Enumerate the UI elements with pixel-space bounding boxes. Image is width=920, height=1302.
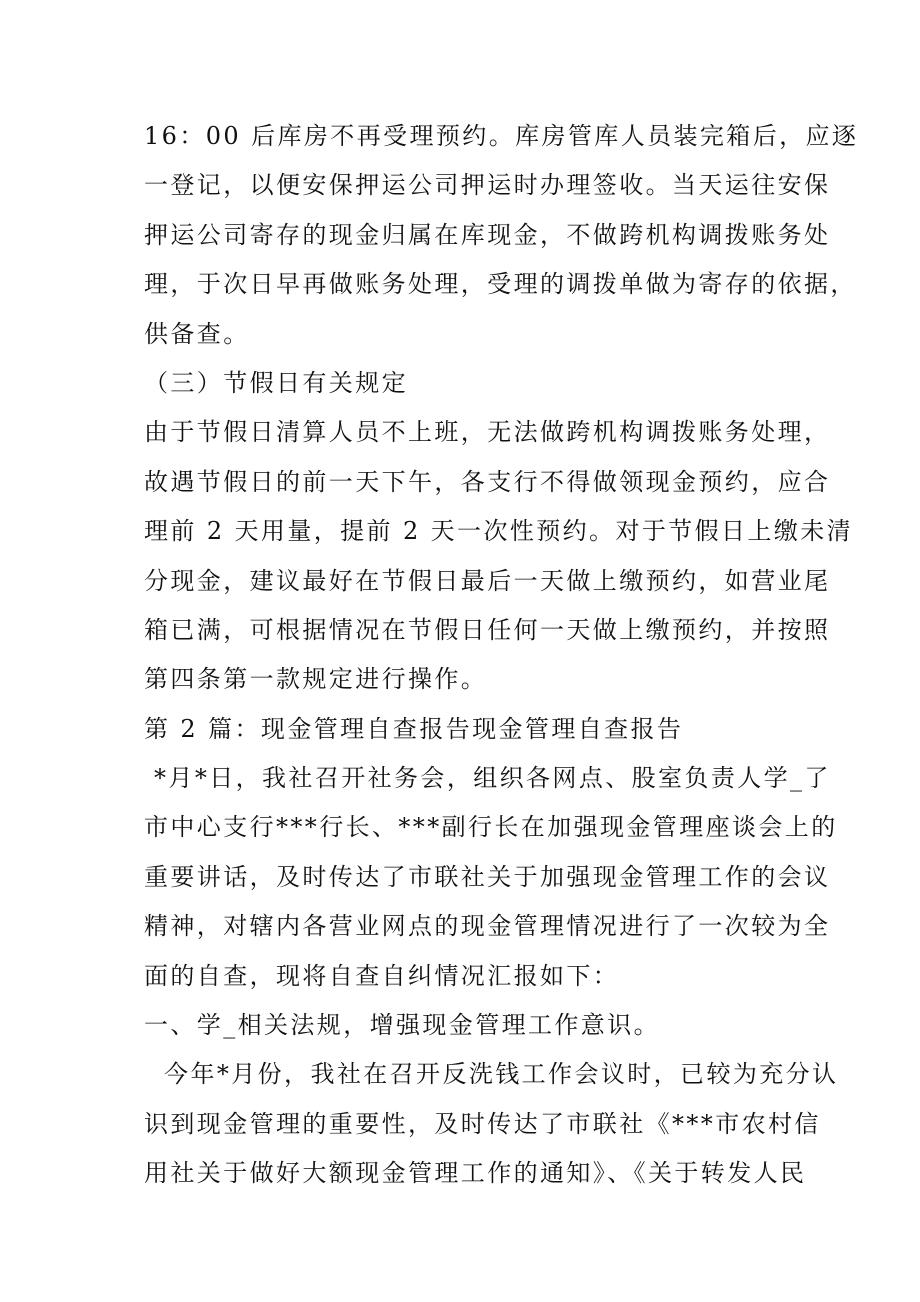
text-line: 重要讲话，及时传达了市联社关于加强现金管理工作的会议 [144, 862, 831, 891]
text-line: 供备查。 [144, 319, 250, 348]
article-heading: 第 2 篇：现金管理自查报告现金管理自查报告 [144, 714, 684, 743]
text-line: 故遇节假日的前一天下午，各支行不得做领现金预约，应合 [144, 467, 831, 496]
section-heading: （三）节假日有关规定 [144, 368, 408, 397]
text-line: 理，于次日早再做账务处理，受理的调拨单做为寄存的依据， [144, 270, 857, 299]
text-line: 用社关于做好大额现金管理工作的通知》、《关于转发人民 [144, 1159, 807, 1188]
text-line: 分现金，建议最好在节假日最后一天做上缴预约，如营业尾 [144, 566, 831, 595]
text-line: 一登记，以便安保押运公司押运时办理签收。当天运往安保 [144, 171, 831, 200]
text-line: *月*日，我社召开社务会，组织各网点、股室负责人学_了 [144, 764, 831, 793]
text-line: 16：00 后库房不再受理预约。库房管库人员装完箱后，应逐 [144, 122, 859, 150]
text-line: 押运公司寄存的现金归属在库现金，不做跨机构调拨账务处 [144, 220, 831, 249]
text-line: 市中心支行***行长、***副行长在加强现金管理座谈会上的 [144, 813, 838, 842]
text-line: 箱已满，可根据情况在节假日任何一天做上缴预约，并按照 [144, 615, 831, 644]
text-line: 精神，对辖内各营业网点的现金管理情况进行了一次较为全 [144, 912, 831, 941]
text-line: 面的自查，现将自查自纠情况汇报如下： [144, 961, 620, 990]
text-line: 今年*月份，我社在召开反洗钱工作会议时，已较为充分认 [144, 1060, 839, 1089]
text-line: 由于节假日清算人员不上班，无法做跨机构调拨账务处理， [144, 418, 831, 447]
section-heading: 一、学_相关法规，增强现金管理工作意识。 [144, 1011, 660, 1040]
text-line: 第四条第一款规定进行操作。 [144, 665, 488, 694]
text-line: 理前 2 天用量，提前 2 天一次性预约。对于节假日上缴未清 [144, 517, 854, 546]
text-line: 识到现金管理的重要性，及时传达了市联社《***市农村信 [144, 1109, 821, 1138]
document-body [144, 112, 859, 1199]
